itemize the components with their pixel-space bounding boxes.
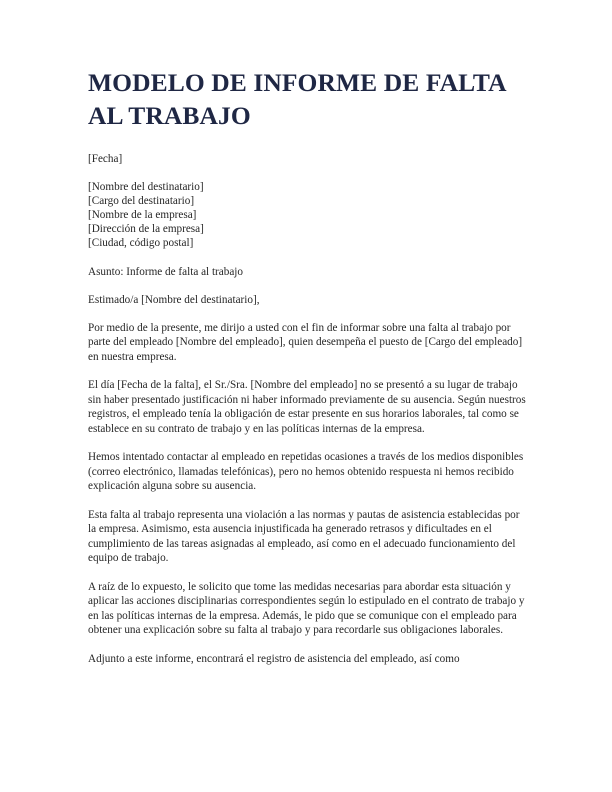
title-spacer xyxy=(88,132,526,152)
recipient-line: [Ciudad, código postal] xyxy=(88,237,194,250)
spacer-before-subject xyxy=(88,251,526,265)
recipient-line: [Cargo del destinatario] xyxy=(88,195,195,208)
body-paragraph: A raíz de lo expuesto, le solicito que tome las medidas necesarias para abordar esta situación y aplicar las acciones disciplinarias correspondientes según lo estipulado en el contrato de trabajo y en las políticas internas de la empresa. Además, le pido que se comunique con el empleado para obtener una explicación sobre su falta al trabajo y para recordarle sus obligaciones laborales. xyxy=(88,580,525,637)
body-paragraph: Esta falta al trabajo representa una violación a las normas y pautas de asistencia establecidas por la empresa. Asimismo, esta ausencia injustificada ha generado retrasos y dificultades en el cumplimiento de las tareas asignadas al empleado, así como en el adecuado funcionamiento del equipo de trabajo. xyxy=(88,508,520,565)
spacer-before-salutation xyxy=(88,279,526,293)
paragraph-gap xyxy=(88,364,526,378)
date-placeholder: [Fecha] xyxy=(88,153,123,165)
paragraph-gap xyxy=(88,638,526,652)
subject-line: Asunto: Informe de falta al trabajo xyxy=(88,265,244,278)
recipient-block xyxy=(88,180,526,250)
page-title: MODELO DE INFORME DE FALTA AL TRABAJO xyxy=(88,68,506,130)
body-paragraph: El día [Fecha de la falta], el Sr./Sra. [Nombre del empleado] no se presentó a su lugar de trabajo sin haber presentado justificación ni haber informado previamente de su ausencia. Según nuestros registros, el empleado tenía la obligación de estar presente en sus horarios laborales, tal como se establece en su contrato de trabajo y en las políticas internas de la empresa. xyxy=(88,379,526,435)
paragraph-gap xyxy=(88,436,526,450)
paragraph-gap xyxy=(88,494,526,508)
body-paragraph-truncated: Adjunto a este informe, encontrará el registro de asistencia del empleado, así como xyxy=(88,652,460,665)
spacer-before-recipient xyxy=(88,166,526,180)
paragraph-gap xyxy=(88,566,526,580)
recipient-line: [Dirección de la empresa] xyxy=(88,223,204,236)
body-paragraph: Por medio de la presente, me dirijo a usted con el fin de informar sobre una falta al trabajo por parte del empleado [Nombre del empleado], quien desempeña el puesto de [Cargo del empleado] en nuestra empresa. xyxy=(88,321,523,363)
body-paragraph: Hemos intentado contactar al empleado en repetidas ocasiones a través de los medios disponibles (correo electrónico, llamadas telefónicas), pero no hemos obtenido respuesta ni hemos recibido explicación alguna sobre su ausencia. xyxy=(88,451,524,493)
recipient-line: [Nombre del destinatario] xyxy=(88,181,204,194)
document-content xyxy=(88,66,526,666)
recipient-line: [Nombre de la empresa] xyxy=(88,209,197,222)
salutation: Estimado/a [Nombre del destinatario], xyxy=(88,293,260,306)
spacer-before-body-1 xyxy=(88,307,526,321)
